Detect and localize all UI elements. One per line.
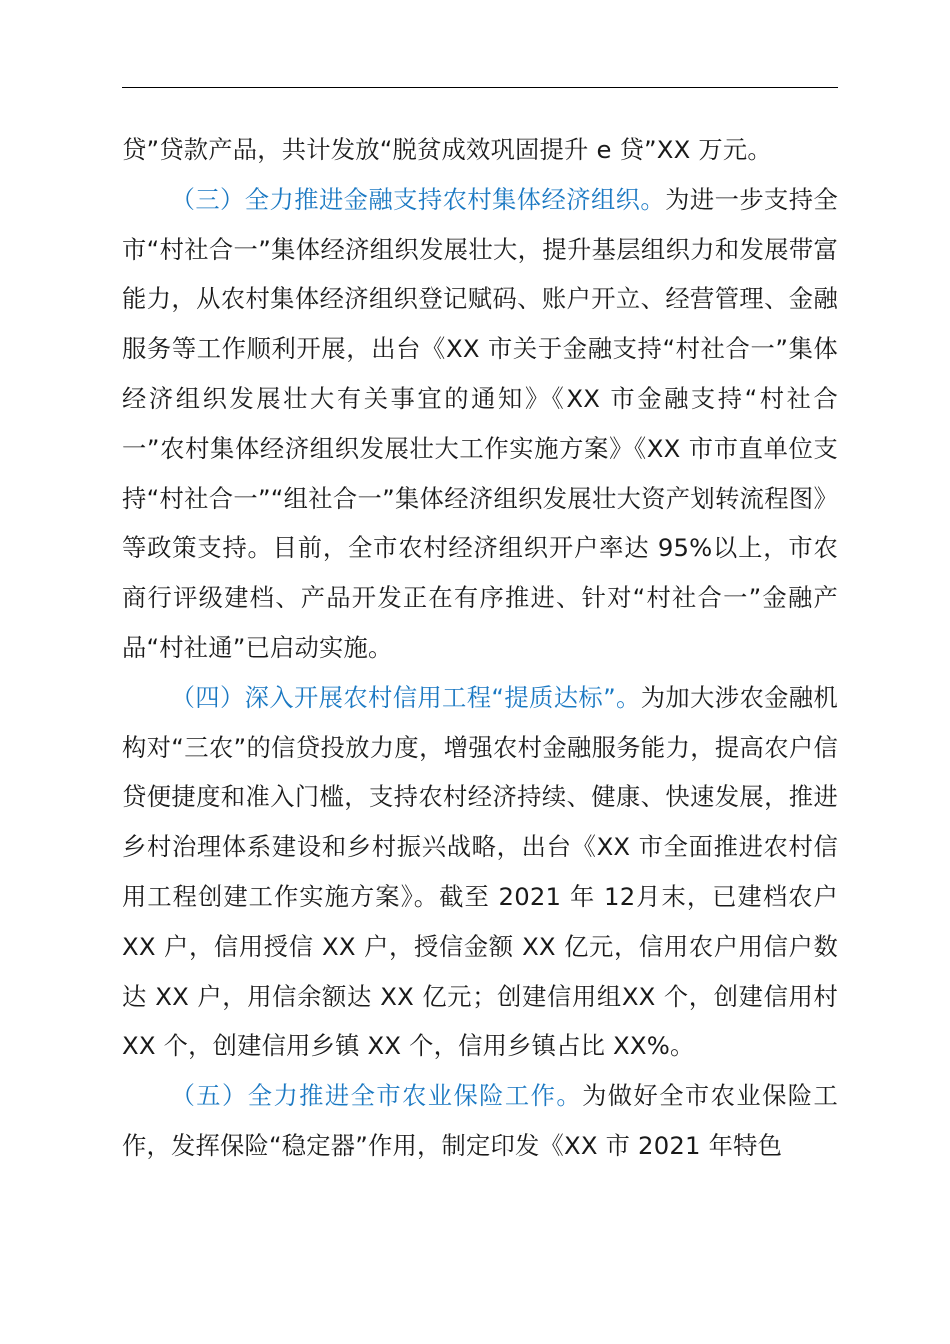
paragraph-text: 为做好全市农业保险工作，发挥保险“稳定器”作用，制定印发《XX 市 2021 年特色: [122, 1081, 839, 1160]
header-rule: [122, 87, 838, 88]
section-heading: （五）全力推进全市农业保险工作。: [170, 1081, 583, 1111]
paragraph-continuation: [122, 125, 838, 175]
paragraph-section-5: [122, 1071, 838, 1171]
paragraph-section-4: [122, 673, 838, 1071]
paragraph-text: 贷”贷款产品，共计发放“脱贫成效巩固提升 e 贷”XX 万元。: [122, 135, 772, 164]
section-heading: （四）深入开展农村信用工程“提质达标”。: [170, 682, 641, 712]
paragraph-text: 为加大涉农金融机构对“三农”的信贷投放力度，增强农村金融服务能力，提高农户信贷便捷度和准入门槛，支持农村经济持续、健康、快速发展，推进乡村治理体系建设和乡村振兴战略，出台《XX 市全面推进农村信用工程创建工作实施方案》。截至 2021 年 12月末，已建档农户 XX 户，信用授信 XX 户，授信金额 XX 亿元，信用农户用信户数达 XX 户，用信余额达 XX 亿元；创建信用组XX 个，创建信用村 XX 个，创建信用乡镇 XX 个，信用乡镇占比 XX%。: [122, 682, 838, 1061]
paragraph-text: 为进一步支持全市“村社合一”集体经济组织发展壮大，提升基层组织力和发展带富能力，从农村集体经济组织登记赋码、账户开立、经营管理、金融服务等工作顺利开展，出台《XX 市关于金融支持“村社合一”集体经济组织发展壮大有关事宜的通知》《XX 市金融支持“村社合一”农村集体经济组织发展壮大工作实施方案》《XX 市市直单位支持“村社合一”“组社合一”集体经济组织发展壮大资产划转流程图》等政策支持。目前，全市农村经济组织开户率达 95%以上，市农商行评级建档、产品开发正在有序推进、针对“村社合一”金融产品“村社通”已启动实施。: [122, 184, 838, 662]
section-heading: （三）全力推进金融支持农村集体经济组织。: [170, 184, 666, 214]
document-body: [122, 125, 838, 1171]
paragraph-section-3: [122, 175, 838, 673]
